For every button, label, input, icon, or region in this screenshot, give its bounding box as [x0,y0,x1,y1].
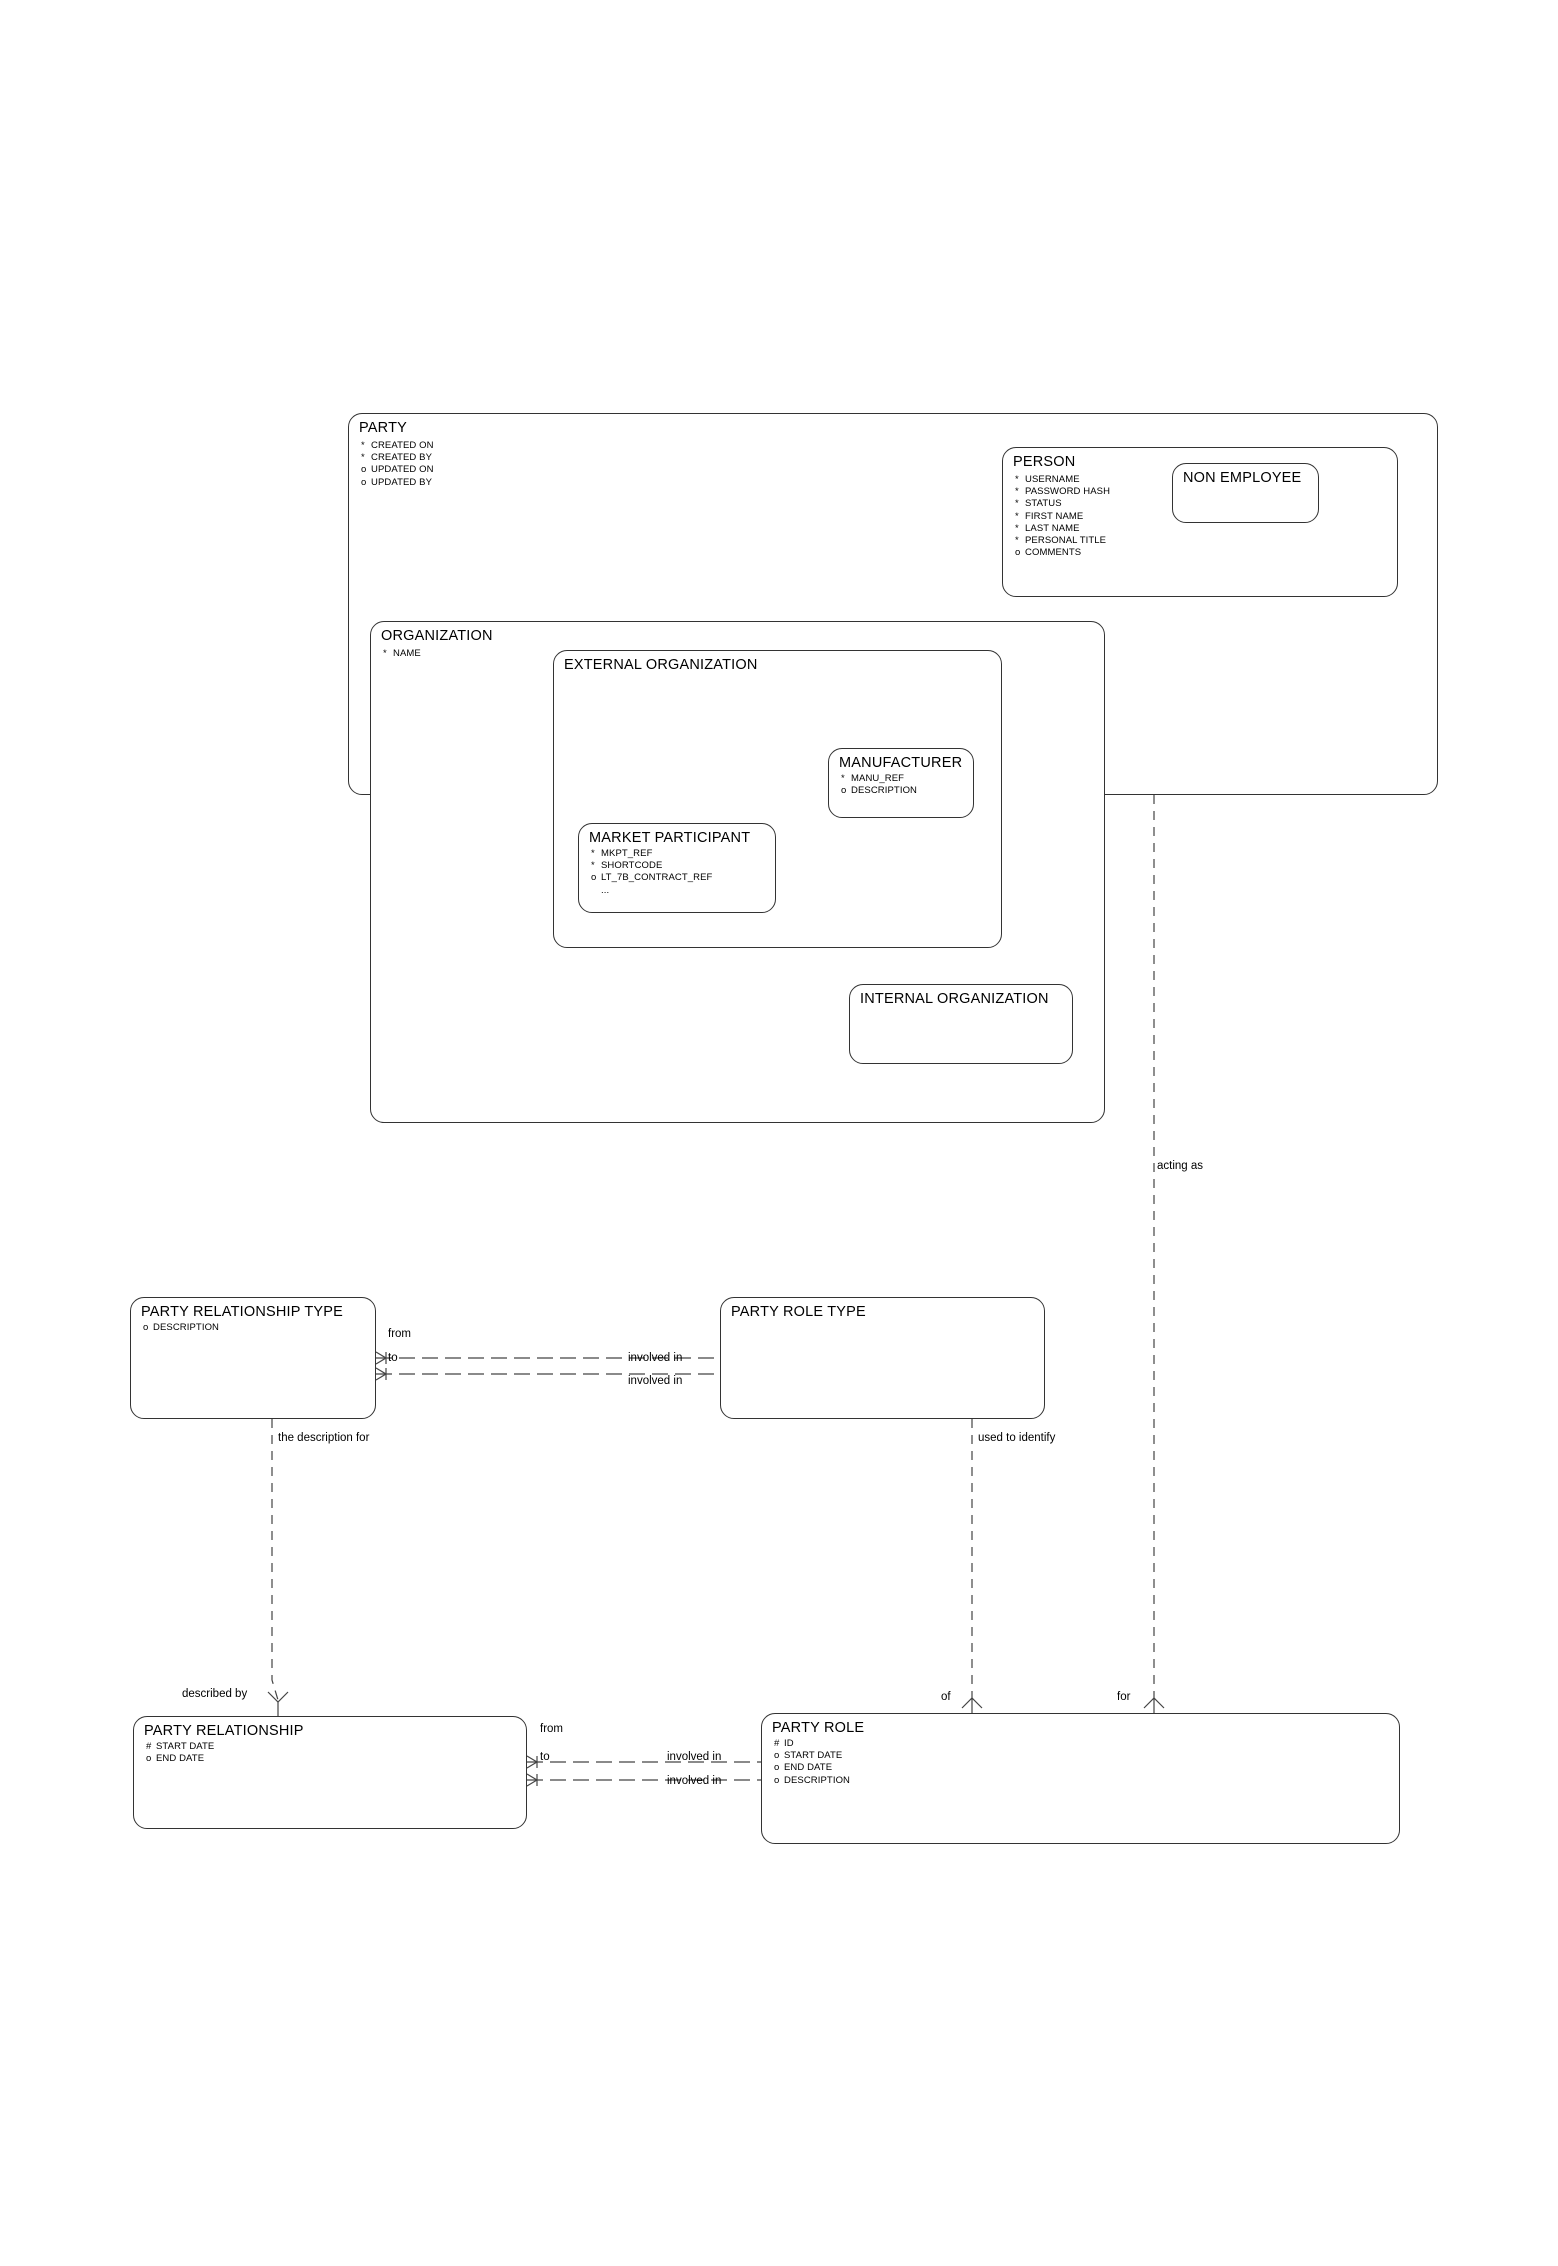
entity-title: PARTY [359,420,408,436]
attribute-row: o LT_7B_CONTRACT_REF [591,872,713,884]
relationship-label-the-description-for: the description for [278,1432,370,1444]
entity-title: PARTY ROLE TYPE [731,1304,866,1320]
entity-title: PARTY ROLE [772,1720,865,1736]
attribute-row: o END DATE [146,1753,205,1765]
attribute-row: # ID [774,1738,794,1749]
relationship-label-for: for [1117,1691,1131,1703]
entity-attributes [383,648,421,660]
attribute-row: * USERNAME [1015,474,1080,485]
attribute-row: o END DATE [774,1762,833,1774]
attribute-row: o DESCRIPTION [774,1774,851,1786]
entity-market-participant[interactable] [578,823,776,913]
entity-title: PERSON [1013,454,1076,470]
attribute-row: o UPDATED BY [361,476,433,488]
entity-party-relationship[interactable] [133,1716,527,1829]
attribute-row: o DESCRIPTION [143,1322,220,1333]
entity-manufacturer[interactable] [828,748,974,818]
entity-attributes [774,1738,850,1787]
entity-internal-organization[interactable] [849,984,1073,1064]
entity-title: NON EMPLOYEE [1183,470,1302,486]
entity-attributes [143,1322,219,1334]
attribute-row: * MKPT_REF [591,848,653,859]
relationship-label-prt-involved-in-1: involved in [628,1352,683,1364]
entity-title: INTERNAL ORGANIZATION [860,991,1049,1007]
entity-title: PARTY RELATIONSHIP [144,1723,304,1739]
entity-party-role[interactable] [761,1713,1400,1844]
relationship-label-prt-from: from [388,1328,411,1340]
attribute-row: o UPDATED ON [361,464,434,476]
attribute-row: ... [601,884,610,896]
relationship-label-prt-to: to [388,1352,398,1364]
attribute-row: o COMMENTS [1015,547,1082,559]
relationship-label-pr-from: from [540,1723,563,1735]
attribute-row: * FIRST NAME [1015,510,1084,522]
attribute-row: * SHORTCODE [591,860,663,872]
entity-attributes [841,773,917,797]
entity-title: EXTERNAL ORGANIZATION [564,657,758,673]
relationship-label-prt-involved-in-2: involved in [628,1375,683,1387]
relationship-label-described-by: described by [182,1688,248,1700]
attribute-row: * NAME [383,648,421,659]
entity-title: MANUFACTURER [839,755,963,771]
attribute-row: o DESCRIPTION [841,785,918,797]
attribute-row: * CREATED BY [361,452,433,464]
relationship-label-pr-involved-in-1: involved in [667,1751,722,1763]
entity-party-role-type[interactable] [720,1297,1045,1419]
attribute-row: * STATUS [1015,498,1062,510]
relationship-label-of: of [941,1691,951,1703]
attribute-row: * CREATED ON [361,440,434,451]
attribute-row: # START DATE [146,1741,215,1752]
attribute-row: * LAST NAME [1015,522,1080,534]
attribute-row: * MANU_REF [841,773,905,784]
attribute-row: * PASSWORD HASH [1015,486,1111,498]
relationship-label-pr-involved-in-2: involved in [667,1775,722,1787]
entity-title: PARTY RELATIONSHIP TYPE [141,1304,344,1320]
attribute-row: * PERSONAL TITLE [1015,535,1107,547]
entity-title: ORGANIZATION [381,628,493,644]
relationship-label-used-to-identify: used to identify [978,1432,1056,1444]
relationship-label-acting-as: acting as [1157,1160,1204,1172]
entity-party-relationship-type[interactable] [130,1297,376,1419]
entity-title: MARKET PARTICIPANT [589,830,751,846]
entity-attributes [361,440,434,489]
entity-attributes [146,1741,214,1765]
entity-attributes [1015,474,1110,559]
entity-non-employee[interactable] [1172,463,1319,523]
attribute-row: o START DATE [774,1750,843,1762]
relationship-label-pr-to: to [540,1751,550,1763]
entity-attributes [591,848,712,897]
